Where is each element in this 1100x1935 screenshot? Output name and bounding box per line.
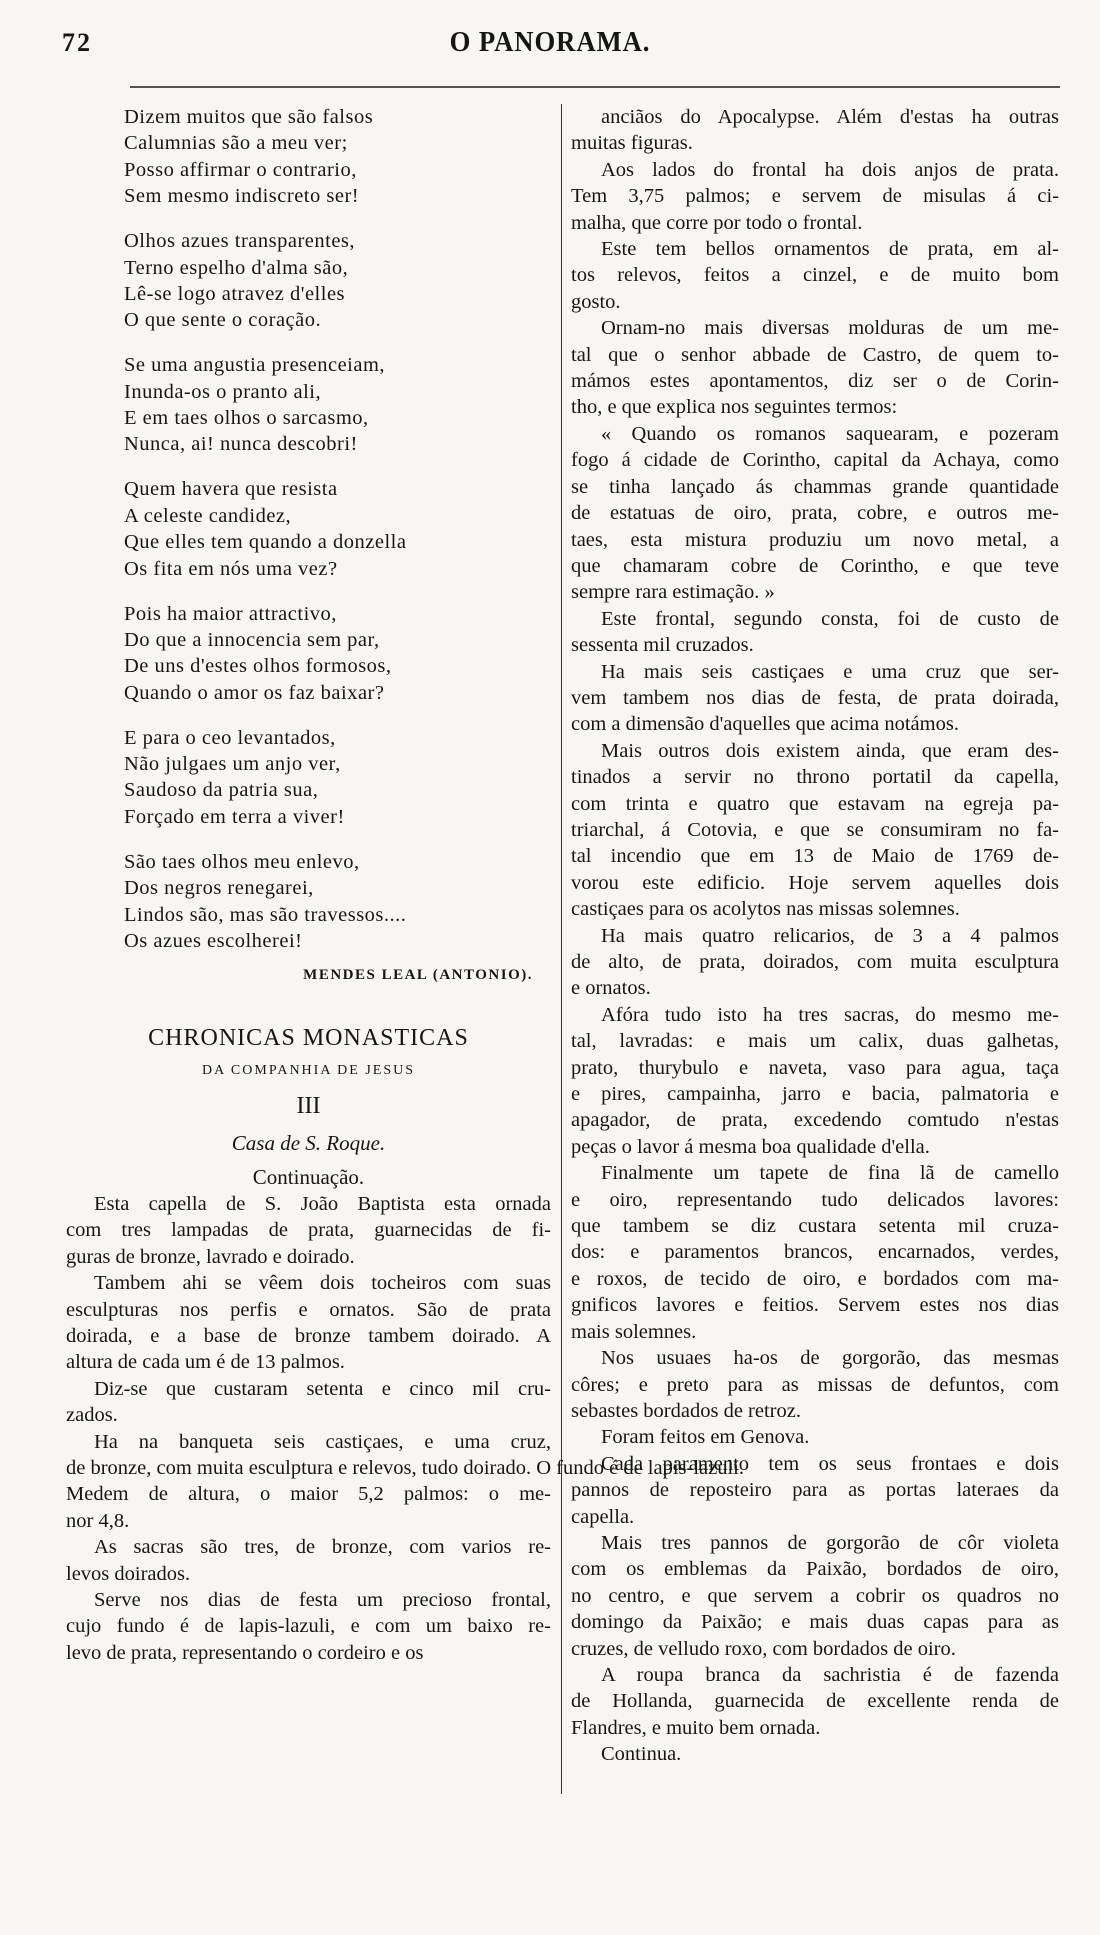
text-line: Medem de altura, o maior 5,2 palmos: o me- bbox=[66, 1483, 551, 1506]
section-number: III bbox=[296, 1092, 321, 1119]
poem-line: A celeste candidez, bbox=[124, 504, 292, 527]
poem-line: E em taes olhos o sarcasmo, bbox=[124, 407, 369, 430]
text-line: Este tem bellos ornamentos de prata, em al- bbox=[601, 238, 1059, 261]
text-line: capella. bbox=[571, 1505, 635, 1528]
text-line: Continua. bbox=[601, 1743, 682, 1766]
text-line: sempre rara estimação. » bbox=[571, 581, 775, 604]
poem-line: Posso affirmar o contrario, bbox=[124, 158, 357, 181]
text-line: triarchal, á Cotovia, e que se consumiram no fa- bbox=[571, 818, 1059, 841]
paragraph bbox=[571, 315, 1059, 421]
right-body-text bbox=[571, 104, 1059, 1768]
text-line: Este frontal, segundo consta, foi de custo de bbox=[601, 607, 1059, 630]
paragraph bbox=[66, 1534, 551, 1587]
section-subtitle: DA COMPANHIA DE JESUS bbox=[201, 1062, 416, 1078]
poem-line: Sem mesmo indiscreto ser! bbox=[124, 185, 360, 208]
text-line: vem tambem nos dias de festa, de prata doirada, bbox=[571, 686, 1059, 709]
text-line: no centro, e que servem a cobrir os quadros no bbox=[571, 1584, 1059, 1607]
poem-signature: MENDES LEAL (ANTONIO). bbox=[303, 966, 533, 983]
poem-line: Se uma angustia presenceiam, bbox=[124, 354, 386, 377]
text-line: dos: e paramentos brancos, encarnados, verdes, bbox=[571, 1241, 1059, 1264]
text-line: Foram feitos em Genova. bbox=[601, 1426, 810, 1449]
text-line: malha, que corre por todo o frontal. bbox=[571, 211, 863, 234]
section-continuation: Continuação. bbox=[252, 1164, 365, 1189]
text-line: apagador, de prata, excedendo comtudo n'estas bbox=[571, 1109, 1059, 1132]
text-line: As sacras são tres, de bronze, com varios re- bbox=[94, 1536, 551, 1559]
text-line: cujo fundo é de lapis-lazuli, e com um baixo re- bbox=[66, 1615, 551, 1638]
paragraph bbox=[66, 1191, 551, 1270]
poem-line: Dizem muitos que são falsos bbox=[124, 106, 374, 128]
text-line: mais solemnes. bbox=[571, 1320, 697, 1343]
poem-line: Quando o amor os faz baixar? bbox=[124, 681, 385, 704]
text-line: que tambem se diz custara setenta mil cruza- bbox=[571, 1215, 1059, 1238]
text-line: com tres lampadas de prata, guarnecidas de fi- bbox=[66, 1219, 551, 1242]
paragraph bbox=[571, 738, 1059, 923]
paragraph bbox=[571, 236, 1059, 315]
text-line: doirada, e a base de bronze tambem doirado. A bbox=[66, 1324, 551, 1347]
running-title: O PANORAMA. bbox=[449, 26, 651, 58]
text-line: cruzes, de velludo roxo, com bordados de oiro. bbox=[571, 1637, 956, 1660]
paragraph bbox=[571, 421, 1059, 606]
text-line: guras de bronze, lavrado e doirado. bbox=[66, 1245, 355, 1268]
column-divider bbox=[561, 104, 562, 1794]
page-header bbox=[0, 0, 1100, 90]
poem-line: Dos negros renegarei, bbox=[124, 877, 314, 900]
poem-line: Do que a innocencia sem par, bbox=[124, 628, 380, 651]
text-line: e roxos, de tecido de oiro, e bordados com ma- bbox=[571, 1267, 1059, 1290]
text-line: pannos de reposteiro para as portas lateraes da bbox=[571, 1479, 1059, 1502]
text-line: e pires, campainha, jarro e bacia, palmatoria e bbox=[571, 1083, 1059, 1106]
poem-line: Quem havera que resista bbox=[124, 478, 338, 501]
poem-line: Os fita em nós uma vez? bbox=[124, 557, 338, 580]
text-line: Cada paramento tem os seus frontaes e dois bbox=[601, 1452, 1059, 1475]
poem-line: Terno espelho d'alma são, bbox=[124, 256, 349, 279]
paragraph bbox=[571, 1662, 1059, 1741]
text-line: domingo da Paixão; e mais duas capas para as bbox=[571, 1611, 1059, 1634]
poem-line: O que sente o coração. bbox=[124, 309, 322, 332]
text-line: tos relevos, feitos a cinzel, e de muito bom bbox=[571, 264, 1059, 287]
poem-line: Pois ha maior attractivo, bbox=[124, 602, 337, 625]
text-line: côres; e preto para as missas de defuntos, com bbox=[571, 1373, 1059, 1396]
text-line: com trinta e quatro que estavam na egreja pa- bbox=[571, 792, 1059, 815]
text-line: Aos lados do frontal ha dois anjos de prata. bbox=[601, 158, 1059, 181]
text-line: Tem 3,75 palmos; e servem de misulas á ci- bbox=[571, 185, 1059, 208]
text-line: Esta capella de S. João Baptista esta ornada bbox=[94, 1192, 551, 1215]
text-line: « Quando os romanos saquearam, e pozeram bbox=[601, 422, 1059, 445]
page-number: 72 bbox=[62, 28, 92, 57]
text-line: de estatuas de oiro, prata, cobre, e outros me- bbox=[571, 502, 1059, 525]
poem-line: Olhos azues transparentes, bbox=[124, 230, 356, 253]
paragraph bbox=[571, 923, 1059, 1002]
text-line: Ornam-no mais diversas molduras de um me- bbox=[601, 317, 1059, 340]
poem-line: Não julgaes um anjo ver, bbox=[124, 753, 341, 776]
poem-line: Saudoso da patria sua, bbox=[124, 779, 319, 802]
poem bbox=[66, 104, 551, 954]
text-line: Ha mais quatro relicarios, de 3 a 4 palmos bbox=[601, 924, 1059, 947]
poem-line: Que elles tem quando a donzella bbox=[124, 531, 407, 554]
text-line: Diz-se que custaram setenta e cinco mil cru- bbox=[94, 1377, 551, 1400]
text-line: de bronze, com muita esculptura e relevos, tudo doirado. O fundo é de lapis-lazuli. bbox=[66, 1456, 744, 1479]
right-column bbox=[571, 104, 1059, 1768]
text-line: Ha mais seis castiçaes e uma cruz que ser- bbox=[601, 660, 1059, 683]
text-line: de Hollanda, guarnecida de excellente renda de bbox=[571, 1690, 1059, 1713]
text-line: zados. bbox=[66, 1404, 118, 1427]
text-line: prato, thurybulo e naveta, vaso para agua, taça bbox=[571, 1056, 1059, 1079]
poem-stanza bbox=[124, 228, 551, 334]
paragraph bbox=[66, 1376, 551, 1429]
text-line: Mais tres pannos de gorgorão de côr violeta bbox=[601, 1531, 1059, 1554]
section-title: CHRONICAS MONASTICAS bbox=[148, 1024, 469, 1051]
text-line: tinados a servir no throno portatil da capella, bbox=[571, 766, 1059, 789]
text-line: Flandres, e muito bem ornada. bbox=[571, 1716, 821, 1739]
paragraph bbox=[571, 1530, 1059, 1662]
poem-line: De uns d'estes olhos formosos, bbox=[124, 655, 392, 678]
text-line: Mais outros dois existem ainda, que eram des- bbox=[601, 739, 1059, 762]
paragraph bbox=[66, 1587, 551, 1666]
text-line: Serve nos dias de festa um precioso frontal, bbox=[94, 1588, 551, 1611]
text-line: taes, esta mistura produziu um novo metal, a bbox=[571, 528, 1059, 551]
poem-stanza bbox=[124, 104, 551, 210]
text-line: altura de cada um é de 13 palmos. bbox=[66, 1351, 345, 1374]
text-line: e ornatos. bbox=[571, 977, 651, 1000]
paragraph bbox=[571, 1451, 1059, 1530]
poem-line: Calumnias são a meu ver; bbox=[124, 132, 348, 155]
paragraph bbox=[571, 1424, 1059, 1450]
paragraph bbox=[571, 1345, 1059, 1424]
paragraph bbox=[571, 659, 1059, 738]
paragraph bbox=[571, 1160, 1059, 1345]
text-line: fogo á cidade de Corintho, capital da Achaya, como bbox=[571, 449, 1059, 472]
text-line: Nos usuaes ha-os de gorgorão, das mesmas bbox=[601, 1347, 1059, 1370]
poem-stanza bbox=[124, 601, 551, 707]
text-line: se tinha lançado ás chammas grande quantidade bbox=[571, 475, 1059, 498]
text-line: de alto, de prata, doirados, com muita esculptura bbox=[571, 951, 1059, 973]
text-line: e oiro, representando tudo delicados lavores: bbox=[571, 1188, 1059, 1211]
text-line: sessenta mil cruzados. bbox=[571, 634, 754, 657]
poem-stanza bbox=[124, 352, 551, 458]
text-line: castiçaes para os acolytos nas missas solemnes. bbox=[571, 898, 960, 921]
text-line: esculpturas nos perfis e ornatos. São de prata bbox=[66, 1298, 551, 1321]
text-line: gnificos lavores e feitios. Servem estes nos dias bbox=[571, 1294, 1059, 1317]
text-line: muitas figuras. bbox=[571, 132, 693, 155]
text-line: anciãos do Apocalypse. Além d'estas ha outras bbox=[601, 106, 1059, 128]
poem-line: Nunca, ai! nunca descobri! bbox=[124, 433, 358, 456]
poem-line: Lindos são, mas são travessos.... bbox=[124, 903, 407, 926]
poem-line: Inunda-os o pranto ali, bbox=[124, 380, 322, 403]
poem-line: Forçado em terra a viver! bbox=[124, 805, 345, 828]
text-line: tal que o senhor abbade de Castro, de quem to- bbox=[571, 343, 1059, 366]
text-line: sebastes bordados de retroz. bbox=[571, 1399, 801, 1422]
poem-stanza bbox=[124, 476, 551, 582]
text-line: peças o lavor á mesma boa qualidade d'ella. bbox=[571, 1135, 930, 1158]
text-line: mámos estes apontamentos, diz ser o de Corin- bbox=[571, 370, 1059, 393]
text-line: Afóra tudo isto ha tres sacras, do mesmo me- bbox=[601, 1003, 1059, 1026]
text-line: Finalmente um tapete de fina lã de camello bbox=[601, 1162, 1059, 1185]
text-line: com a dimensão d'aquelles que acima notámos. bbox=[571, 713, 959, 736]
text-line: que chamaram cobre de Corintho, e que teve bbox=[571, 554, 1059, 577]
paragraph bbox=[571, 1741, 1059, 1767]
poem-stanza bbox=[124, 725, 551, 831]
text-line: Tambem ahi se vêem dois tocheiros com suas bbox=[94, 1272, 551, 1295]
paragraph bbox=[571, 606, 1059, 659]
paragraph bbox=[66, 1270, 551, 1376]
text-line: A roupa branca da sachristia é de fazenda bbox=[601, 1663, 1059, 1686]
poem-line: São taes olhos meu enlevo, bbox=[124, 850, 360, 873]
poem-line: Os azues escolherei! bbox=[124, 929, 303, 952]
poem-line: Lê-se logo atravez d'elles bbox=[124, 282, 346, 305]
paragraph bbox=[571, 157, 1059, 236]
section-place: Casa de S. Roque. bbox=[231, 1130, 386, 1155]
text-line: Ha na banqueta seis castiçaes, e uma cruz, bbox=[94, 1430, 551, 1453]
text-line: tal incendio que em 13 de Maio de 1769 de- bbox=[571, 845, 1059, 868]
text-line: tho, e que explica nos seguintes termos: bbox=[571, 396, 898, 419]
text-line: levos doirados. bbox=[66, 1562, 191, 1585]
poem-line: E para o ceo levantados, bbox=[124, 726, 336, 749]
text-line: tal, lavradas: e mais um calix, duas galhetas, bbox=[571, 1030, 1059, 1053]
text-line: levo de prata, representando o cordeiro e os bbox=[66, 1641, 424, 1664]
header-rule bbox=[130, 86, 1060, 88]
text-line: com os emblemas da Paixão, bordados de oiro, bbox=[571, 1558, 1059, 1581]
paragraph bbox=[571, 1002, 1059, 1160]
text-line: gosto. bbox=[571, 290, 621, 313]
paragraph bbox=[571, 104, 1059, 157]
text-line: nor 4,8. bbox=[66, 1509, 130, 1532]
text-line: vorou este edificio. Hoje servem aquelles dois bbox=[571, 871, 1059, 894]
poem-stanza bbox=[124, 849, 551, 955]
